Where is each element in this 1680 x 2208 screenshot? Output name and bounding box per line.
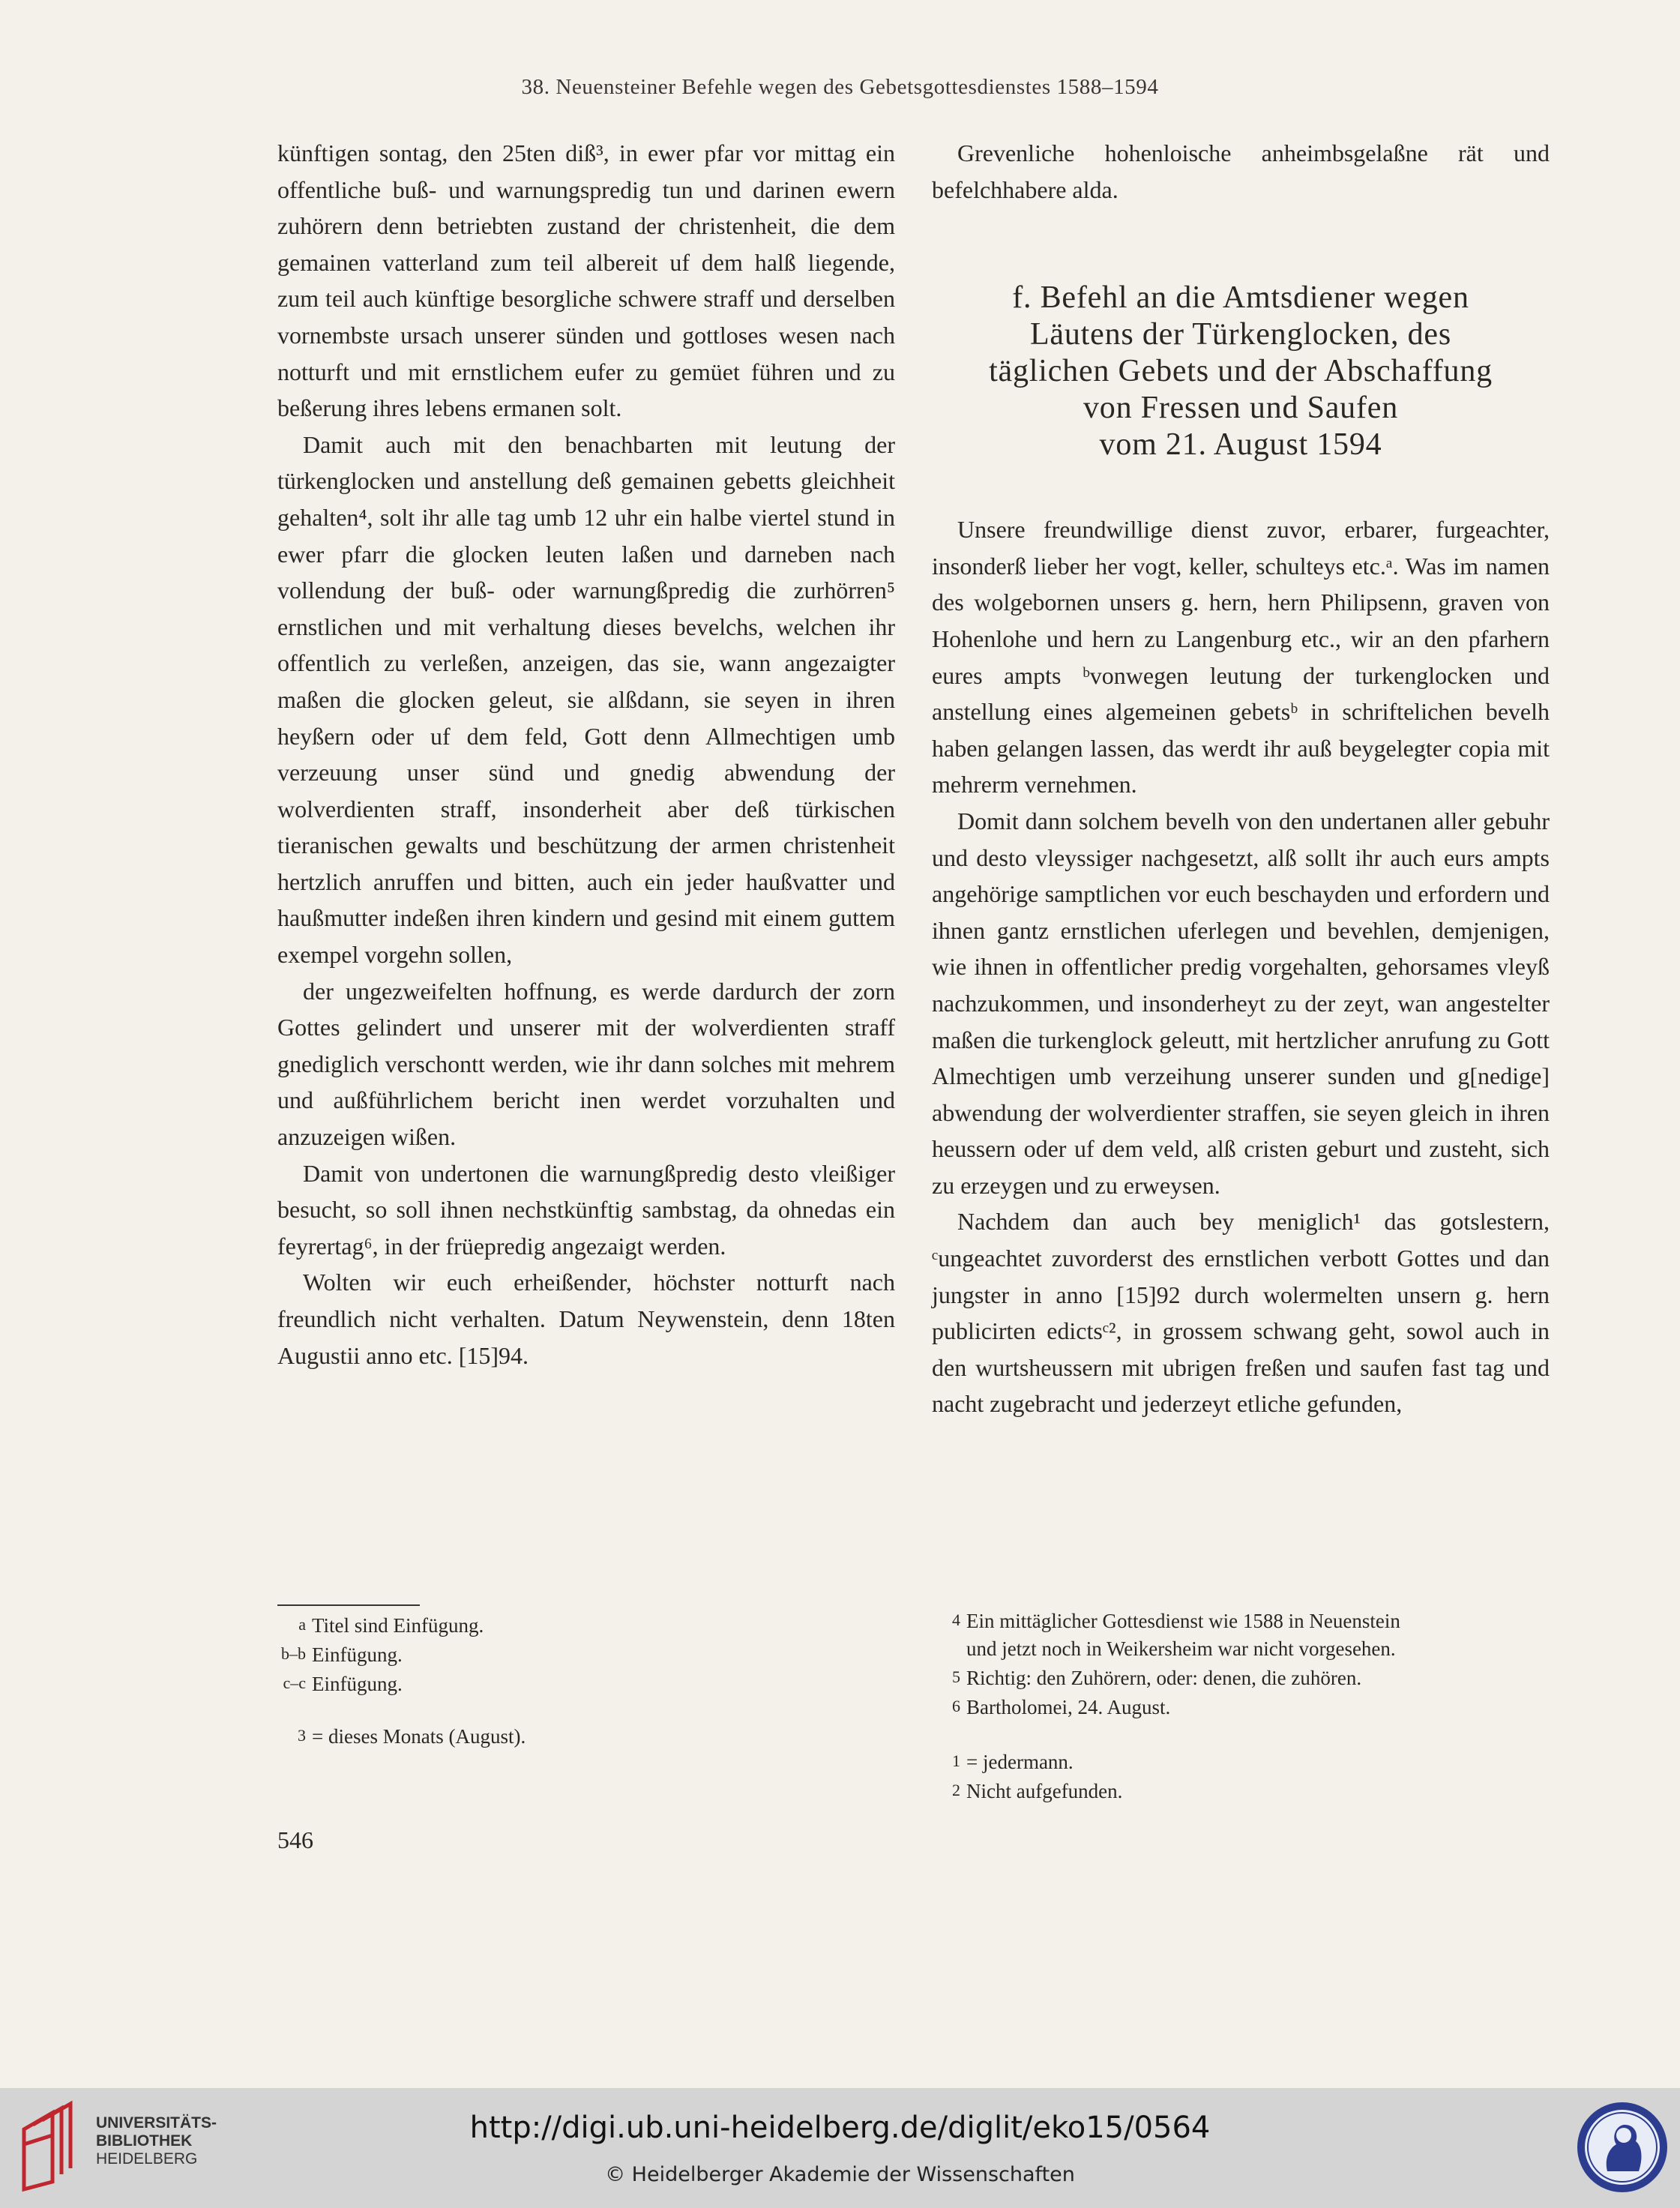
footnote: a Titel sind Einfügung. bbox=[298, 1614, 484, 1637]
left-paragraph-1: künftigen sontag, den 25ten diß³, in ewer pfar vor mittag ein offentliche buß- und warnungspredig tun und darinen ewern zuhörern denn betriebten zustand der christenheit, die dem gemainen vatterland zum teil albereit uf dem halß liegende, zum teil auch künftige besorgliche schwere straff und derselben vornembste ursach unserer sünden und gottloses wesen nach notturft und mit ernstlichem eufer zu gemüet führen und zu beßerung ihres lebens ermanen solt. bbox=[277, 139, 895, 422]
footnote-continuation: und jetzt noch in Weikersheim war nicht vorgesehen. bbox=[966, 1637, 1396, 1660]
footnotes-explanatory-right bbox=[932, 1606, 1554, 1721]
library-name-line: UNIVERSITÄTS- bbox=[96, 2114, 217, 2132]
left-paragraph-3: der ungezweifelten hoffnung, es werde dardurch der zorn Gottes gelindert und unserer mit der wolverdienten straff gnediglich verschontt werden, wie ihr dann solches mit mehrem und außführlichem bericht inen werdet vorzuhalten und anzuzeigen wißen. bbox=[277, 977, 895, 1151]
footnote: 6 Bartholomei, 24. August. bbox=[952, 1696, 1171, 1718]
footnote: 5 Richtig: den Zuhörern, oder: denen, die zuhören. bbox=[952, 1667, 1362, 1689]
section-heading bbox=[932, 280, 1550, 463]
footnote: 2 Nicht aufgefunden. bbox=[952, 1780, 1123, 1802]
page-number: 546 bbox=[277, 1826, 313, 1853]
footnote: c–c Einfügung. bbox=[283, 1673, 403, 1695]
footnotes-explanatory-right-2 bbox=[932, 1747, 1554, 1805]
right-paragraph-3: Nachdem dan auch bey meniglich¹ das gotslestern, ᶜungeachtet zuvorderst des ernstlichen verbott Gottes und dan jungster in anno [15]92 durch wolermelten unsern g. hern publicirten edictsᶜ², in grossem schwang geht, sowol auch in den wurtsheussern mit ubrigen freßen und saufen fast tag und nacht zugebracht und jederzeyt etliche gefunden, bbox=[932, 1208, 1550, 1418]
footnote: 4 Ein mittäglicher Gottesdienst wie 1588 in Neuenstein bbox=[952, 1610, 1400, 1632]
footnote-rule bbox=[277, 1604, 420, 1606]
heading-line: von Fressen und Saufen bbox=[1083, 391, 1399, 426]
right-column bbox=[932, 135, 1550, 1422]
heading-line: täglichen Gebets und der Abschaffung bbox=[989, 354, 1493, 389]
right-paragraph-signature: Grevenliche hohenloische anheimbsgelaßne rät und befelchhabere alda. bbox=[932, 139, 1550, 203]
right-paragraph-2: Domit dann solchem bevelh von den undertanen aller gebuhr und desto vleyssiger nachgesetzt, alß sollt ihr auch eurs ampts angehörige samptlichen vor euch beschayden und erfordern und ihnen gantz ernstlichen uferlegen und bevehlen, demjenigen, wie ihnen in offentlicher predig vorgehalten, gehorsames vleyß nachzukommen, und insonderheyt zu der zeyt, wan angestelter maßen die turkenglock geleutt, mit hertzlicher anrufung zu Gott Almechtigen umb verzeihung unserer sunden und g[nedige] abwendung der wolverdienter straffen, sie seyen gleich in ihren heussern oder uf dem veld, alß cristen geburt und zusteht, sich zu erzeygen und zu erweysen. bbox=[932, 807, 1550, 1199]
permalink-url[interactable]: http://digi.ub.uni-heidelberg.de/diglit/eko15/0564 bbox=[469, 2111, 1211, 2145]
heading-line: Läutens der Türkenglocken, des bbox=[1029, 317, 1452, 352]
academy-seal-icon[interactable] bbox=[1574, 2099, 1670, 2195]
library-name-line: HEIDELBERG bbox=[96, 2150, 198, 2168]
footnote: 3 = dieses Monats (August). bbox=[298, 1725, 526, 1748]
heading-line: f. Befehl an die Amtsdiener wegen bbox=[1012, 280, 1469, 316]
footnotes-explanatory-left bbox=[277, 1721, 802, 1751]
footnote: b–b Einfügung. bbox=[281, 1643, 403, 1666]
left-paragraph-4: Damit von undertonen die warnungßpredig desto vleißiger besucht, so soll ihnen nechstkünftig sambstag, da ohnedas ein feyrertag⁶, in der früepredig angezaigt werden. bbox=[277, 1159, 895, 1260]
running-head: 38. Neuensteiner Befehle wegen des Gebetsgottesdienstes 1588–1594 bbox=[521, 75, 1159, 99]
copyright-notice: © Heidelberger Akademie der Wissenschaften bbox=[605, 2163, 1075, 2186]
footer-bar bbox=[0, 2088, 1680, 2208]
left-paragraph-5: Wolten wir euch erheißender, höchster notturft nach freundlich nicht verhalten. Datum Neywenstein, denn 18ten Augustii anno etc. [15]94. bbox=[277, 1269, 895, 1369]
left-paragraph-2: Damit auch mit den benachbarten mit leutung der türkenglocken und anstellung deß gemainen gebetts gleichheit gehalten⁴, solt ihr alle tag umb 12 uhr ein halbe viertel stund in ewer pfarr die glocken leuten laßen und darneben nach vollendung der buß- oder warnungßpredig die zurhörren⁵ ernstlichen und mit verhaltung dieses bevelchs, welchen ihr offentlich zu verleßen, anzeigen, das sie, wann angezaigter maßen die glocken geleut, sie alßdann, sie seyen in ihren heyßern oder uf dem feld, Gott denn Allmechtigen umb verzeuung unser sünd und gnedig abwendung der wolverdienten straff, insonderheit aber deß türkischen tieranischen gewalts und beschützung der armen christenheit hertzlich anruffen und bitten, auch ein jeder haußvatter und haußmutter indeßen ihren kindern und gesind mit einem guttem exempel vorgehn sollen, bbox=[277, 430, 895, 969]
left-column bbox=[277, 135, 895, 1374]
right-paragraph-1: Unsere freundwillige dienst zuvor, erbarer, furgeachter, insonderß lieber her vogt, keller, schulteys etc.ᵃ. Was im namen des wolgebornen unsers g. hern, hern Philipsenn, graven von Hohenlohe und hern zu Langenburg etc., wir an den pfarhern eures ampts ᵇvonwegen leutung der turkenglocken und anstellung eines algemeinen gebetsᵇ in schriftelichen bevelh haben gelangen lassen, das werdt ihr auß beygelegter copia mit mehrerm vernehmen. bbox=[932, 516, 1550, 798]
footnotes-textcritical bbox=[277, 1610, 802, 1698]
heading-line: vom 21. August 1594 bbox=[1099, 427, 1382, 463]
library-name-line: BIBLIOTHEK bbox=[96, 2132, 193, 2150]
footnote: 1 = jedermann. bbox=[952, 1751, 1074, 1773]
